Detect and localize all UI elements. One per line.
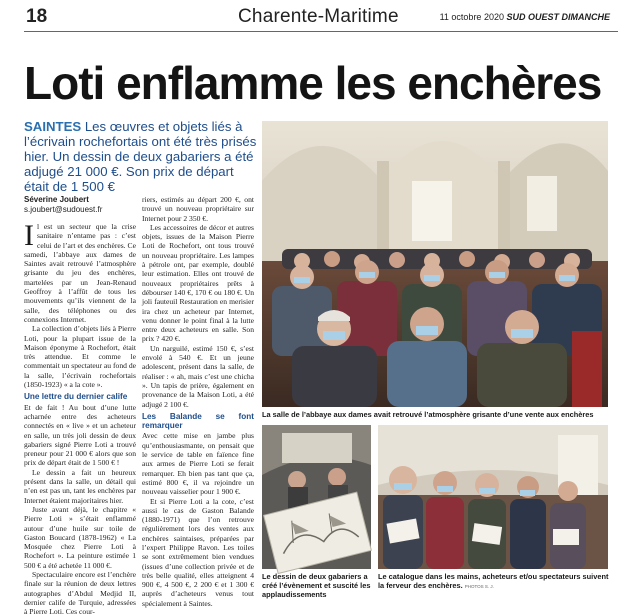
- article-paragraph: La collection d’objets liés à Pierre Loti, pour la plupart issue de la Maison éponyme à Rochefort, était très attendue. Et comme le commentait un spectateur au fond de la salle, l’écrivain rochefortais (1850-1923) « a la cote ».: [24, 324, 136, 390]
- article-paragraph: riers, estimés au départ 200 €, ont trouvé un nouveau propriétaire sur Internet pour 2 350 €.: [142, 195, 254, 223]
- drop-cap: I: [24, 219, 34, 252]
- header-rule: [24, 31, 618, 32]
- headline: Loti enflamme les enchères: [24, 57, 602, 109]
- article-paragraph: Il est un secteur que la crise sanitaire n’entame pas : c’est celui de l’art et des enchères. Ce samedi, l’abbaye aux dames de Saintes avait retrouvé l’atmosphère grisante du jeu des enchères, martelées par un Jean-Renaud Geoffroy à l’affût de tous les mouvements qu’ils viennent de la salle, des téléphones ou des connexions Internet.: [24, 219, 136, 324]
- photo-credit: PHOTOS S. J.: [464, 584, 494, 589]
- dateline: [440, 12, 610, 22]
- subheading: Une lettre du dernier calife: [24, 392, 128, 402]
- page-number: 18: [26, 6, 48, 27]
- article-paragraph: Un narguilé, estimé 150 €, s’est envolé à 540 €. Et un jeune adolescent, présent dans la salle, de réaliser : « ah, mais c’est une chicha ». Un tapis de prière, également en provenance de la Maison Loti, a été adjugé 2 100 €.: [142, 343, 254, 409]
- catalogue-photo: [378, 425, 608, 569]
- auction-room-illustration: [262, 121, 608, 407]
- main-photo-caption: La salle de l’abbaye aux dames avait retrouvé l’atmosphère grisante d’une vente aux enchères: [262, 410, 594, 419]
- article-paragraph: Spectaculaire encore est l’enchère finale sur la réunion de deux lettres autographes d’Abdul Medjid II, dernier calife de Turquie, adressées à Pierre Loti. Ces cour-: [24, 569, 136, 616]
- main-photo-auction-room: [262, 121, 608, 407]
- issue-date: 11 octobre 2020: [439, 12, 504, 22]
- kicker-location: SAINTES: [24, 119, 82, 134]
- article-paragraph: Et si Pierre Loti a la cote, c’est aussi le cas de Gaston Balande (1880-1971) que l’on retrouve régulièrement lors des ventes aux enchères saintaises, préparées par l’expert Philippe Ravon. Les toiles se sont extrêmement bien vendues (issues d’une collection privée et de très belle qualité, elles atteignent 4 900 €, 4 500 €, 2 200 € et 1 300 € auprès d’acheteurs venus tout spécialement à Saintes.: [142, 496, 254, 608]
- author-email[interactable]: s.joubert@sudouest.fr: [24, 205, 103, 214]
- article-paragraph: Juste avant déjà, le chapitre « Pierre Loti » s’était enflammé autour d’une huile sur toile de Gaston Boucard (1878-1962) « La Mosquée chez Pierre Loti à Rochefort ». La peinture estimée 1 500 € a été achetée 11 000 €.: [24, 504, 136, 570]
- section-title: Charente-Maritime: [238, 6, 399, 27]
- subheading: Les Balande se font remarquer: [142, 411, 254, 431]
- catalogue-caption-text: Le catalogue dans les mains, acheteurs et/ou spectateurs suivent la ferveur des enchères.: [378, 572, 609, 590]
- article-paragraph: Le dessin a fait un heureux présent dans la salle, un détail qui n’en est pas un, tant les enchères par Internet étaient majoritaires hier.: [24, 467, 136, 505]
- article-column-1: [24, 219, 136, 616]
- drawing-caption: Le dessin de deux gabariers a créé l’évènement et suscité les applaudissements: [262, 572, 371, 599]
- drawing-photo: [262, 425, 371, 569]
- catalogue-caption: [378, 572, 610, 591]
- article-paragraph: Et de fait ! Au bout d’une lutte acharnée entre des acheteurs connectés en « live » et un acheteur en salle, un très joli dessin de deux gabariers signé Pierre Loti a trouvé preneur pour 21 000 € alors que son prix de départ était de 1 500 € !: [24, 402, 136, 468]
- page-header: [0, 0, 640, 34]
- article-paragraph: Les accessoires de décor et autres objets, issues de la Maison Pierre Loti de Rochefort, ont tous trouvé un nouveau propriétaire. Les lampes à pétrole ont, par exemple, doublé leur estimation. Elles ont trouvé de nouveaux propriétaires prêts à débourser 140 €, 170 € ou 180 €. Un joli fauteuil Restauration en merisier ira chez un acheteur par Internet, venu donner le point final à la lutte entre deux acheteurs en salle. Son prix ? 420 €.: [142, 222, 254, 344]
- standfirst-text: Les œuvres et objets liés à l’écrivain rochefortais ont été très prisés hier. Un dessin de deux gabariers a été adjugé 21 000 €. Son prix de départ était de 1 500 €: [24, 119, 257, 194]
- newspaper-name: SUD OUEST DIMANCHE: [506, 12, 610, 22]
- standfirst: [24, 119, 260, 194]
- byline: [24, 195, 102, 215]
- catalogue-illustration: [378, 425, 608, 569]
- drawing-illustration: [262, 425, 371, 569]
- author-name: Séverine Joubert: [24, 195, 89, 204]
- article-column-2: [142, 195, 254, 608]
- article-paragraph: Avec cette mise en jambe plus qu’enthousiasmante, on pensait que le service de table en faïence fine aux armes de Pierre Loti se ferait remarquer. Eh bien pas tant que ça, estimé 800 €, il va rejoindre un nouveau vaisselier pour 1 900 €.: [142, 431, 254, 497]
